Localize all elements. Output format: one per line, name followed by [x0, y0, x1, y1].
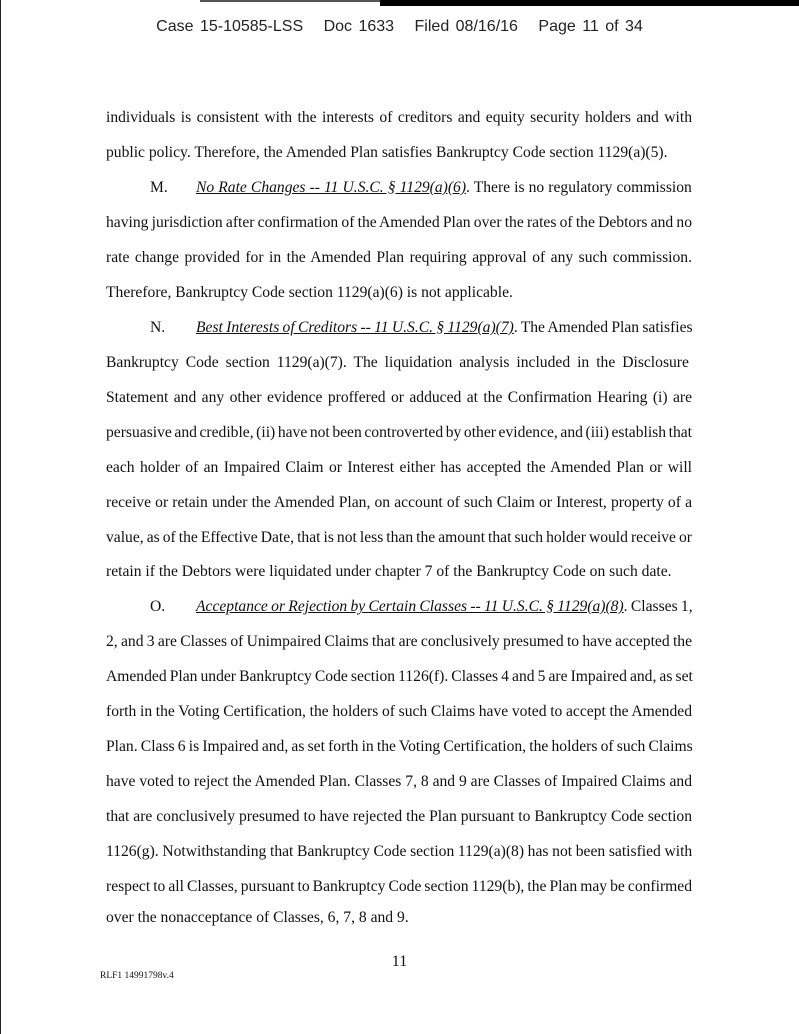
line-text: 1126(g). Notwithstanding that Bankruptcy Code section 1129(a)(8) has not been satisfied with — [106, 843, 693, 860]
section-heading-line — [106, 597, 693, 617]
filed-date: Filed 08/16/16 — [414, 18, 518, 35]
text-line — [106, 807, 692, 827]
section-label: O. — [150, 598, 166, 615]
scan-artifact — [200, 0, 380, 2]
line-text: have voted to reject the Amended Plan. Classes 7, 8 and 9 are Classes of Impaired Claims and — [106, 773, 692, 790]
section-label: N. — [150, 319, 166, 336]
section-heading: Acceptance or Rejection by Certain Classes -- 11 U.S.C. § 1129(a)(8) — [196, 598, 624, 615]
section-heading-line — [106, 318, 693, 338]
text-line — [106, 458, 692, 478]
scan-edge — [0, 0, 1, 1034]
doc-number: Doc 1633 — [323, 18, 395, 35]
document-id: RLF1 14991798v.4 — [100, 971, 174, 981]
page-count: Page 11 of 34 — [538, 18, 643, 35]
text-line — [106, 388, 692, 408]
section-heading: No Rate Changes -- 11 U.S.C. § 1129(a)(6) — [196, 179, 467, 196]
text-line — [106, 108, 692, 128]
text-line — [106, 842, 692, 862]
text-line — [106, 493, 692, 513]
line-text: persuasive and credible, (ii) have not been controverted by other evidence, and (iii) establish that — [106, 424, 692, 441]
text-line — [106, 423, 692, 443]
line-text: individuals is consistent with the interests of creditors and equity security holders and with — [106, 109, 692, 126]
line-text: forth in the Voting Certification, the holders of such Claims have voted to accept the Amended — [106, 703, 692, 720]
text-line — [106, 353, 689, 373]
line-text: Statement and any other evidence proffered or adduced at the Confirmation Hearing (i) are — [106, 389, 692, 406]
section-heading: Best Interests of Creditors -- 11 U.S.C. § 1129(a)(7) — [196, 319, 514, 336]
line-text: value, as of the Effective Date, that is not less than the amount that such holder would receive or — [106, 529, 692, 546]
line-text: each holder of an Impaired Claim or Interest either has accepted the Amended Plan or will — [106, 459, 692, 476]
line-text: over the nonacceptance of Classes, 6, 7, 8 and 9. — [106, 909, 409, 926]
line-text: Plan. Class 6 is Impaired and, as set forth in the Voting Certification, the holders of such Claims — [106, 738, 693, 755]
line-text: Amended Plan under Bankruptcy Code section 1126(f). Classes 4 and 5 are Impaired and, as set — [106, 668, 693, 685]
line-text: . The Amended Plan satisfies — [513, 319, 693, 336]
text-line — [106, 283, 513, 303]
text-line — [106, 908, 409, 928]
case-number: Case 15-10585-LSS — [156, 18, 304, 35]
text-line — [106, 877, 692, 897]
line-text: Bankruptcy Code section 1129(a)(7). The liquidation analysis included in the Disclosure — [106, 354, 689, 371]
line-text: that are conclusively presumed to have rejected the Plan pursuant to Bankruptcy Code section — [106, 808, 692, 825]
line-text: having jurisdiction after confirmation of the Amended Plan over the rates of the Debtors and no — [106, 214, 692, 231]
line-text: receive or retain under the Amended Plan, on account of such Claim or Interest, property of a — [106, 494, 692, 511]
text-line — [106, 562, 672, 582]
scan-artifact — [380, 0, 799, 6]
text-line — [106, 737, 693, 757]
court-filing-header — [0, 18, 799, 36]
text-line — [106, 528, 692, 548]
line-text: rate change provided for in the Amended Plan requiring approval of any such commission. — [106, 249, 692, 266]
text-line — [106, 702, 692, 722]
section-label: M. — [150, 179, 168, 196]
text-line — [106, 213, 692, 233]
line-text: retain if the Debtors were liquidated under chapter 7 of the Bankruptcy Code on such date. — [106, 563, 672, 580]
line-text: 2, and 3 are Classes of Unimpaired Claims that are conclusively presumed to have accepted the — [106, 633, 692, 650]
line-text: . There is no regulatory commission — [466, 179, 692, 196]
text-line — [106, 143, 668, 163]
text-line — [106, 667, 693, 687]
line-text: Therefore, Bankruptcy Code section 1129(a)(6) is not applicable. — [106, 284, 513, 301]
text-line — [106, 632, 692, 652]
line-text: . Classes 1, — [623, 598, 693, 615]
page-number: 11 — [391, 953, 408, 970]
line-text: respect to all Classes, pursuant to Bankruptcy Code section 1129(b), the Plan may be confirmed — [106, 878, 692, 895]
text-line — [106, 772, 692, 792]
line-text: public policy. Therefore, the Amended Plan satisfies Bankruptcy Code section 1129(a)(5). — [106, 144, 668, 161]
section-heading-line — [106, 178, 692, 198]
text-line — [106, 248, 692, 268]
